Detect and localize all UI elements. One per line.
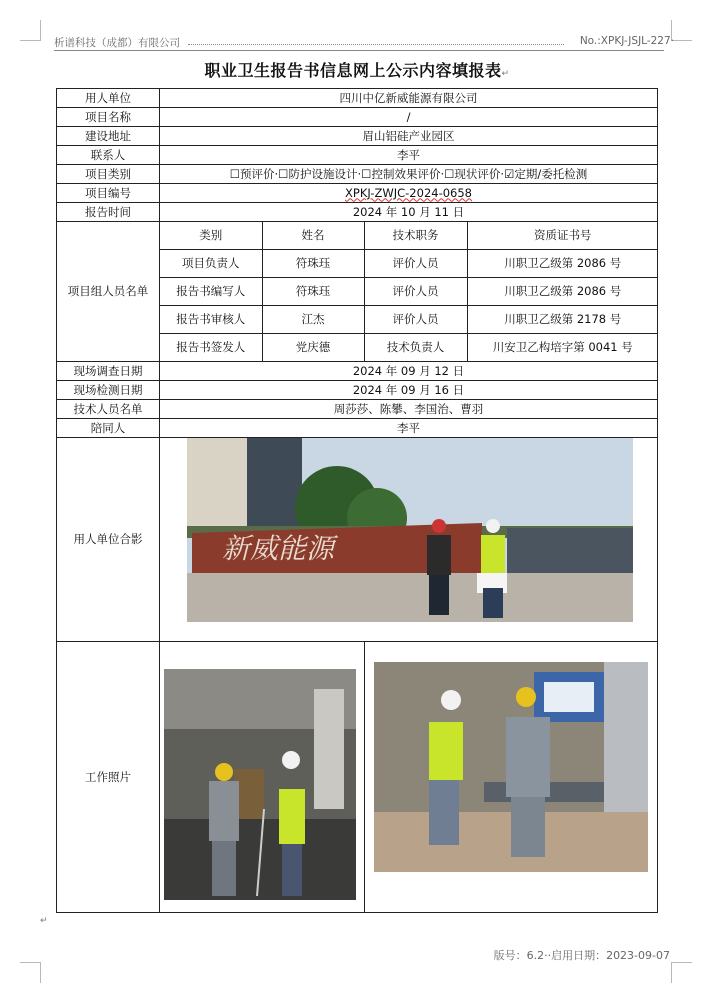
- team-header-category: 类别: [160, 222, 262, 250]
- work-photo-right-helmet-white: [441, 690, 461, 710]
- row-employer: [57, 89, 658, 108]
- work-photos-container: [160, 642, 658, 912]
- row-report-date: [57, 203, 658, 222]
- team-row-category: 报告书签发人: [160, 334, 262, 362]
- group-photo-ground: [187, 573, 633, 622]
- paragraph-mark: ↵: [40, 916, 48, 926]
- project-name-value: /: [160, 108, 658, 127]
- companion-value: 李平: [160, 419, 658, 438]
- work-photo-left-window: [314, 689, 344, 809]
- team-row: [160, 250, 658, 278]
- group-photo-structure: [247, 438, 302, 533]
- page-footer: [0, 947, 670, 963]
- team-header-row: [160, 222, 658, 250]
- team-row-title: 评价人员: [364, 306, 467, 334]
- group-photo-helmet-red: [432, 519, 446, 533]
- header-leader-dots: [188, 44, 564, 45]
- survey-date-value: 2024 年 09 月 12 日: [160, 362, 658, 381]
- work-photos-cell: [160, 642, 658, 913]
- work-photo-right-board-sheet: [544, 682, 594, 712]
- group-photo-person-left: [427, 535, 451, 575]
- group-photo-vest: [481, 535, 505, 575]
- team-row-title: 评价人员: [364, 278, 467, 306]
- group-photo-label: 用人单位合影: [57, 438, 160, 642]
- row-project-number: [57, 184, 658, 203]
- team-row-name: 符珠珏: [262, 250, 364, 278]
- work-photo-left: [164, 669, 356, 900]
- footer-version: 版号：6.2··启用日期：2023-09-07: [493, 949, 670, 962]
- crop-mark-top-left: [20, 20, 41, 41]
- work-photo-left-worker-legs: [212, 841, 236, 896]
- tech-staff-label: 技术人员名单: [57, 400, 160, 419]
- header-company: 析谱科技（成都）有限公司: [54, 37, 180, 49]
- header-doc-number: No.:XPKJ-JSJL-227·: [579, 35, 674, 47]
- document-title-text: 职业卫生报告书信息网上公示内容填报表: [204, 61, 502, 80]
- team-label: 项目组人员名单: [57, 222, 160, 362]
- team-row-name: 符珠珏: [262, 278, 364, 306]
- work-photo-left-jeans: [282, 844, 302, 896]
- team-row-category: 报告书审核人: [160, 306, 262, 334]
- team-row-name: 江杰: [262, 306, 364, 334]
- address-value: 眉山铝硅产业园区: [160, 127, 658, 146]
- work-photo-right-vest: [429, 722, 463, 780]
- crop-mark-top-right: [671, 20, 692, 41]
- row-contact: [57, 146, 658, 165]
- work-photo-right-helmet-yellow: [516, 687, 536, 707]
- group-photo: [187, 438, 633, 622]
- work-photos-divider: [364, 642, 365, 912]
- group-photo-sign-text: 新威能源: [222, 532, 335, 565]
- address-label: 建设地址: [57, 127, 160, 146]
- team-row: [160, 334, 658, 362]
- work-photo-right-worker-legs: [511, 797, 545, 857]
- work-photo-right-jeans: [429, 780, 459, 845]
- team-row-certificate: 川职卫乙级第 2178 号: [467, 306, 658, 334]
- team-row: [160, 306, 658, 334]
- group-photo-cell: [160, 438, 658, 642]
- row-detection-date: [57, 381, 658, 400]
- row-tech-staff: [57, 400, 658, 419]
- survey-date-label: 现场调查日期: [57, 362, 160, 381]
- contact-value: 李平: [160, 146, 658, 165]
- project-number-value: [160, 184, 658, 203]
- contact-label: 联系人: [57, 146, 160, 165]
- crop-mark-bottom-right: [671, 962, 692, 983]
- row-work-photos: [57, 642, 658, 913]
- team-row-certificate: 川职卫乙级第 2086 号: [467, 250, 658, 278]
- report-date-value: 2024 年 10 月 11 日: [160, 203, 658, 222]
- group-photo-fence: [507, 528, 633, 573]
- row-team: [57, 222, 658, 362]
- project-type-value: ☐预评价·☐防护设施设计·☐控制效果评价·☐现状评价·☑定期/委托检测: [160, 165, 658, 184]
- project-name-label: 项目名称: [57, 108, 160, 127]
- row-group-photo: [57, 438, 658, 642]
- group-photo-building: [187, 438, 247, 528]
- work-photos-label: 工作照片: [57, 642, 160, 913]
- group-photo-person-left-legs: [429, 575, 449, 615]
- team-header-title: 技术职务: [364, 222, 467, 250]
- team-cell: [160, 222, 658, 362]
- companion-label: 陪同人: [57, 419, 160, 438]
- page-header: [54, 35, 674, 49]
- work-photo-right-worker: [506, 717, 550, 797]
- info-form-table: [56, 88, 658, 913]
- tech-staff-value: 周莎莎、陈攀、李国治、曹羽: [160, 400, 658, 419]
- work-photo-right: [374, 662, 648, 872]
- team-row-category: 项目负责人: [160, 250, 262, 278]
- row-project-type: [57, 165, 658, 184]
- team-row-title: 评价人员: [364, 250, 467, 278]
- project-number-code: XPKJ-ZWJC-2024-0658: [345, 185, 472, 200]
- employer-value: 四川中亿新威能源有限公司: [160, 89, 658, 108]
- document-title: 职业卫生报告书信息网上公示内容填报表↵: [204, 61, 510, 80]
- team-row: [160, 278, 658, 306]
- work-photo-right-tank: [604, 662, 648, 822]
- row-survey-date: [57, 362, 658, 381]
- team-row-certificate: 川安卫乙构培字第 0041 号: [492, 340, 633, 354]
- team-row-category: 报告书编写人: [160, 278, 262, 306]
- team-header-name: 姓名: [262, 222, 364, 250]
- work-photo-left-helmet-white: [282, 751, 300, 769]
- crop-mark-bottom-left: [20, 962, 41, 983]
- work-photo-left-helmet-yellow: [215, 763, 233, 781]
- project-number-label: 项目编号: [57, 184, 160, 203]
- detection-date-label: 现场检测日期: [57, 381, 160, 400]
- header-rule: [54, 50, 664, 51]
- work-photo-left-vest: [279, 789, 305, 844]
- employer-label: 用人单位: [57, 89, 160, 108]
- group-photo-helmet-white: [486, 519, 500, 533]
- detection-date-value: 2024 年 09 月 16 日: [160, 381, 658, 400]
- project-type-label: 项目类别: [57, 165, 160, 184]
- group-photo-person-right-legs: [483, 588, 503, 618]
- team-row-title: 技术负责人: [364, 334, 467, 362]
- row-companion: [57, 419, 658, 438]
- row-project-name: [57, 108, 658, 127]
- work-photo-left-worker: [209, 781, 239, 841]
- group-photo-container: [160, 438, 658, 641]
- report-date-label: 报告时间: [57, 203, 160, 222]
- team-row-certificate: 川职卫乙级第 2086 号: [467, 278, 658, 306]
- team-row-name: 党庆德: [262, 334, 364, 362]
- team-table: [160, 222, 658, 361]
- team-header-certificate: 资质证书号: [467, 222, 658, 250]
- row-address: [57, 127, 658, 146]
